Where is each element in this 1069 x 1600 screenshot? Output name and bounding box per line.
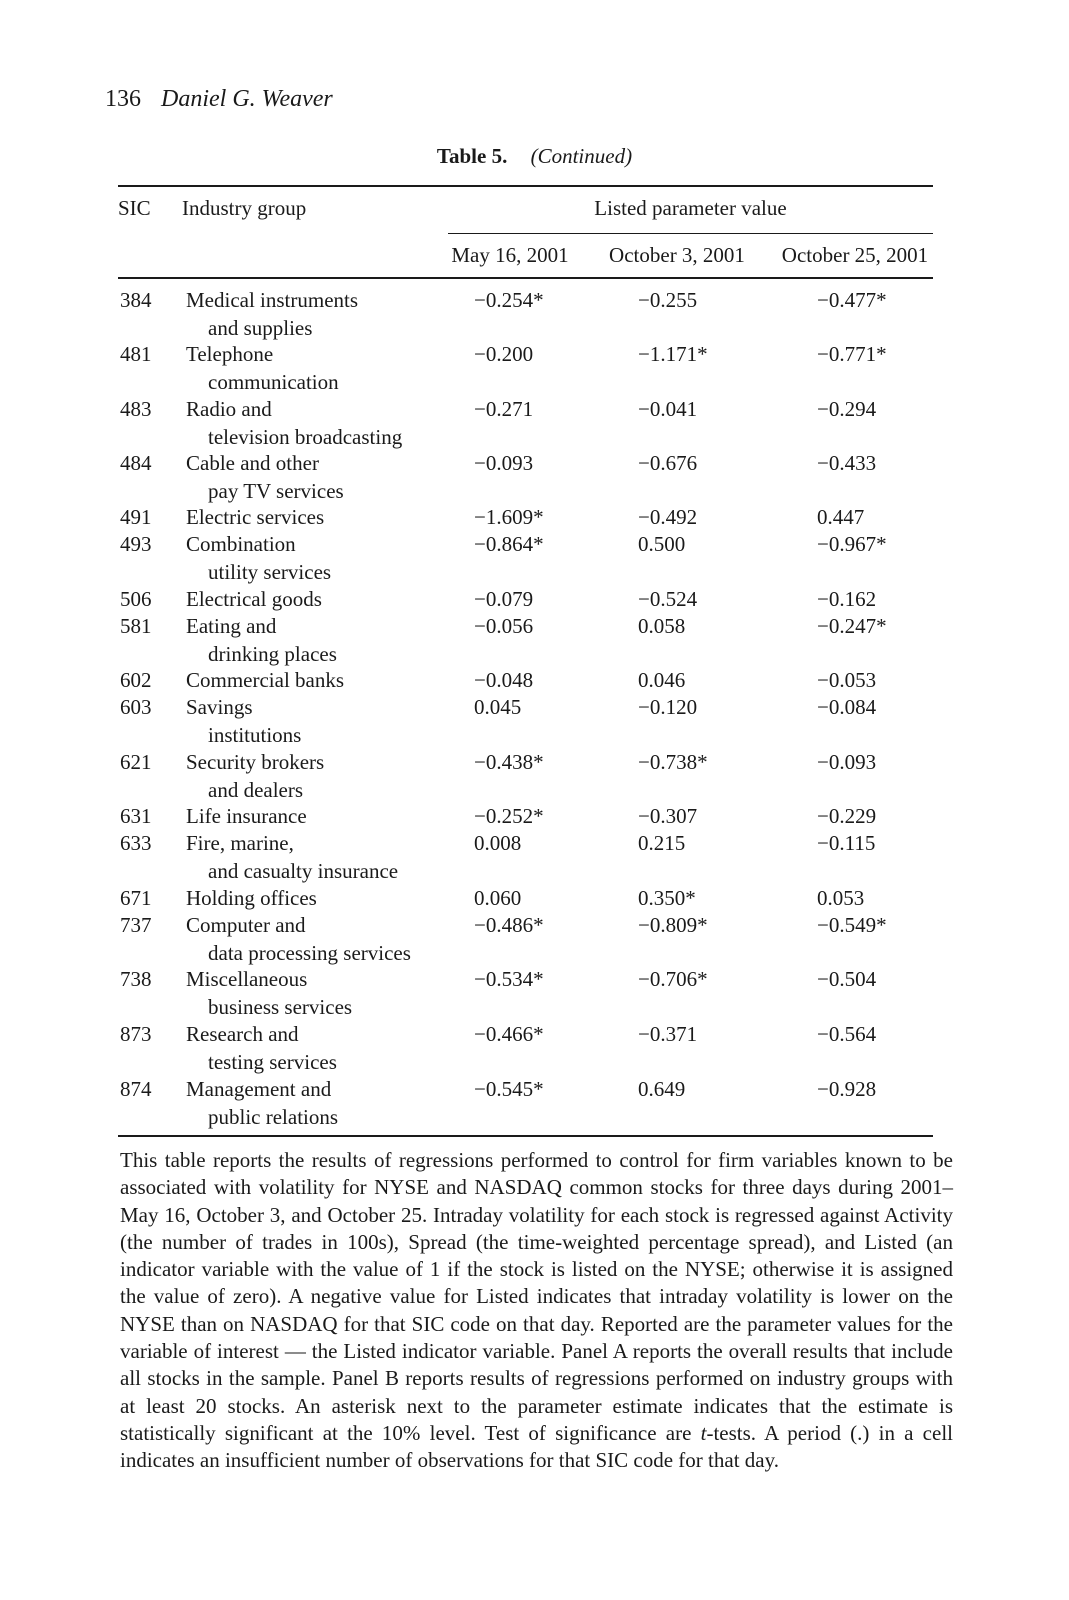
industry-group: Combination bbox=[186, 532, 296, 556]
industry-group: Savings bbox=[186, 695, 253, 719]
table-caption bbox=[0, 144, 1069, 169]
value-oct3: −0.524 bbox=[638, 587, 698, 611]
value-oct25: −0.771* bbox=[817, 342, 887, 366]
value-may16: −0.200 bbox=[474, 342, 534, 366]
industry-group: Holding offices bbox=[186, 886, 317, 910]
sic-code: 493 bbox=[120, 532, 152, 556]
value-oct3: 0.215 bbox=[638, 831, 686, 855]
industry-group: Life insurance bbox=[186, 804, 307, 828]
value-oct25: −0.564 bbox=[817, 1022, 877, 1046]
value-oct25: 0.053 bbox=[817, 886, 865, 910]
industry-group: Electrical goods bbox=[186, 587, 322, 611]
value-may16: −1.609* bbox=[474, 505, 544, 529]
value-oct3: 0.046 bbox=[638, 668, 686, 692]
value-may16: −0.252* bbox=[474, 804, 544, 828]
table-label: Table 5. bbox=[436, 144, 508, 168]
header-listed-parameter: Listed parameter value bbox=[594, 196, 787, 220]
value-oct3: 0.649 bbox=[638, 1077, 686, 1101]
value-oct25: −0.229 bbox=[817, 804, 877, 828]
industry-group: Cable and other bbox=[186, 451, 319, 475]
table-top-rule bbox=[118, 185, 933, 187]
industry-group: Security brokers bbox=[186, 750, 325, 774]
header-date-may: May 16, 2001 bbox=[451, 243, 569, 267]
industry-group-continued: testing services bbox=[208, 1050, 337, 1074]
value-may16: −0.466* bbox=[474, 1022, 544, 1046]
value-may16: −0.534* bbox=[474, 967, 544, 991]
industry-group: Research and bbox=[186, 1022, 299, 1046]
header-date-oct25: October 25, 2001 bbox=[781, 243, 929, 267]
value-may16: −0.438* bbox=[474, 750, 544, 774]
value-may16: −0.864* bbox=[474, 532, 544, 556]
value-oct3: −0.809* bbox=[638, 913, 708, 937]
header-industry: Industry group bbox=[182, 196, 307, 220]
value-oct3: −0.255 bbox=[638, 288, 698, 312]
value-oct3: −0.492 bbox=[638, 505, 698, 529]
value-oct3: −0.676 bbox=[638, 451, 698, 475]
value-oct3: 0.500 bbox=[638, 532, 686, 556]
value-oct3: −0.120 bbox=[638, 695, 698, 719]
value-oct3: 0.350* bbox=[638, 886, 696, 910]
sic-code: 384 bbox=[120, 288, 152, 312]
industry-group: Medical instruments bbox=[186, 288, 359, 312]
industry-group-continued: and supplies bbox=[208, 316, 313, 340]
value-oct25: −0.477* bbox=[817, 288, 887, 312]
sic-code: 506 bbox=[120, 587, 152, 611]
industry-group-continued: drinking places bbox=[208, 642, 337, 666]
value-oct25: −0.115 bbox=[817, 831, 876, 855]
sic-code: 671 bbox=[120, 886, 152, 910]
industry-group-continued: data processing services bbox=[208, 941, 411, 965]
value-oct3: −0.041 bbox=[638, 397, 698, 421]
value-oct3: 0.058 bbox=[638, 614, 686, 638]
industry-group-continued: and dealers bbox=[208, 778, 304, 802]
value-oct25: −0.504 bbox=[817, 967, 877, 991]
sic-code: 603 bbox=[120, 695, 152, 719]
industry-group-continued: utility services bbox=[208, 560, 332, 584]
value-may16: −0.056 bbox=[474, 614, 534, 638]
value-oct25: −0.294 bbox=[817, 397, 877, 421]
industry-group: Fire, marine, bbox=[186, 831, 294, 855]
industry-group: Miscellaneous bbox=[186, 967, 308, 991]
industry-group: Telephone bbox=[186, 342, 274, 366]
industry-group: Eating and bbox=[186, 614, 277, 638]
value-oct25: −0.162 bbox=[817, 587, 877, 611]
table-note bbox=[120, 1147, 953, 1475]
table-note-text-end: -tests. A period (.) in a cell indicates an insufficient number of observations for that SIC code for that day. bbox=[120, 1420, 953, 1473]
value-oct25: −0.053 bbox=[817, 668, 877, 692]
sic-code: 483 bbox=[120, 397, 152, 421]
table-continued: (Continued) bbox=[530, 144, 633, 168]
header-date-oct3: October 3, 2001 bbox=[609, 243, 745, 267]
industry-group: Radio and bbox=[186, 397, 272, 421]
table-note-text: This table reports the results of regressions performed to control for firm variables known to be associated with volatility for NYSE and NASDAQ common stocks for three days during 2001–May 16, October 3, and October 25. Intraday volatility for each stock is regressed against Activity (the number of trades in 100s), Spread (the time-weighted percentage spread), and Listed (an indicator variable with the value of 1 if the stock is listed on the NYSE; otherwise it is assigned the value of zero). A negative value for Listed indicates that intraday volatility is lower on the NYSE than on NASDAQ for that SIC code on that day. Reported are the parameter values for the variable of interest — the Listed indicator variable. Panel A reports the overall results that include all stocks in the sample. Panel B reports results of regressions performed on industry groups with at least 20 stocks. An asterisk next to the parameter estimate indicates that the estimate is statistically significant at the 10% level. Test of significance are bbox=[120, 1148, 953, 1445]
value-may16: 0.060 bbox=[474, 886, 522, 910]
value-oct3: −0.706* bbox=[638, 967, 708, 991]
sic-code: 738 bbox=[120, 967, 152, 991]
value-oct25: −0.093 bbox=[817, 750, 877, 774]
industry-group: Management and bbox=[186, 1077, 332, 1101]
value-may16: −0.254* bbox=[474, 288, 544, 312]
industry-group-continued: institutions bbox=[208, 723, 302, 747]
header-group-rule bbox=[448, 233, 933, 234]
value-oct25: −0.433 bbox=[817, 451, 877, 475]
value-may16: 0.045 bbox=[474, 695, 522, 719]
sic-code: 631 bbox=[120, 804, 152, 828]
industry-group-continued: pay TV services bbox=[208, 479, 344, 503]
header-sic: SIC bbox=[118, 196, 151, 220]
sic-code: 621 bbox=[120, 750, 152, 774]
value-oct3: −0.307 bbox=[638, 804, 698, 828]
value-oct3: −1.171* bbox=[638, 342, 708, 366]
value-oct25: −0.549* bbox=[817, 913, 887, 937]
running-head-author: Daniel G. Weaver bbox=[161, 86, 333, 112]
industry-group: Electric services bbox=[186, 505, 325, 529]
value-may16: −0.093 bbox=[474, 451, 534, 475]
value-oct25: −0.247* bbox=[817, 614, 887, 638]
industry-group-continued: public relations bbox=[208, 1105, 339, 1129]
industry-group-continued: communication bbox=[208, 370, 339, 394]
sic-code: 484 bbox=[120, 451, 152, 475]
sic-code: 873 bbox=[120, 1022, 152, 1046]
industry-group-continued: and casualty insurance bbox=[208, 859, 399, 883]
table-note-t: t bbox=[700, 1420, 707, 1445]
sic-code: 737 bbox=[120, 913, 152, 937]
value-may16: −0.486* bbox=[474, 913, 544, 937]
value-oct3: −0.738* bbox=[638, 750, 708, 774]
table-bottom-rule bbox=[118, 1135, 933, 1137]
header-bottom-rule bbox=[118, 277, 933, 279]
page-number: 136 bbox=[105, 86, 141, 112]
value-may16: −0.545* bbox=[474, 1077, 544, 1101]
value-may16: −0.079 bbox=[474, 587, 534, 611]
sic-code: 581 bbox=[120, 614, 152, 638]
sic-code: 874 bbox=[120, 1077, 152, 1101]
industry-group: Commercial banks bbox=[186, 668, 345, 692]
sic-code: 481 bbox=[120, 342, 152, 366]
value-oct3: −0.371 bbox=[638, 1022, 698, 1046]
sic-code: 633 bbox=[120, 831, 152, 855]
industry-group-continued: television broadcasting bbox=[208, 425, 403, 449]
value-oct25: 0.447 bbox=[817, 505, 865, 529]
value-may16: 0.008 bbox=[474, 831, 522, 855]
value-oct25: −0.967* bbox=[817, 532, 887, 556]
value-may16: −0.271 bbox=[474, 397, 534, 421]
industry-group: Computer and bbox=[186, 913, 306, 937]
industry-group-continued: business services bbox=[208, 995, 353, 1019]
running-head bbox=[105, 86, 333, 113]
value-may16: −0.048 bbox=[474, 668, 534, 692]
sic-code: 491 bbox=[120, 505, 152, 529]
sic-code: 602 bbox=[120, 668, 152, 692]
value-oct25: −0.084 bbox=[817, 695, 877, 719]
value-oct25: −0.928 bbox=[817, 1077, 877, 1101]
